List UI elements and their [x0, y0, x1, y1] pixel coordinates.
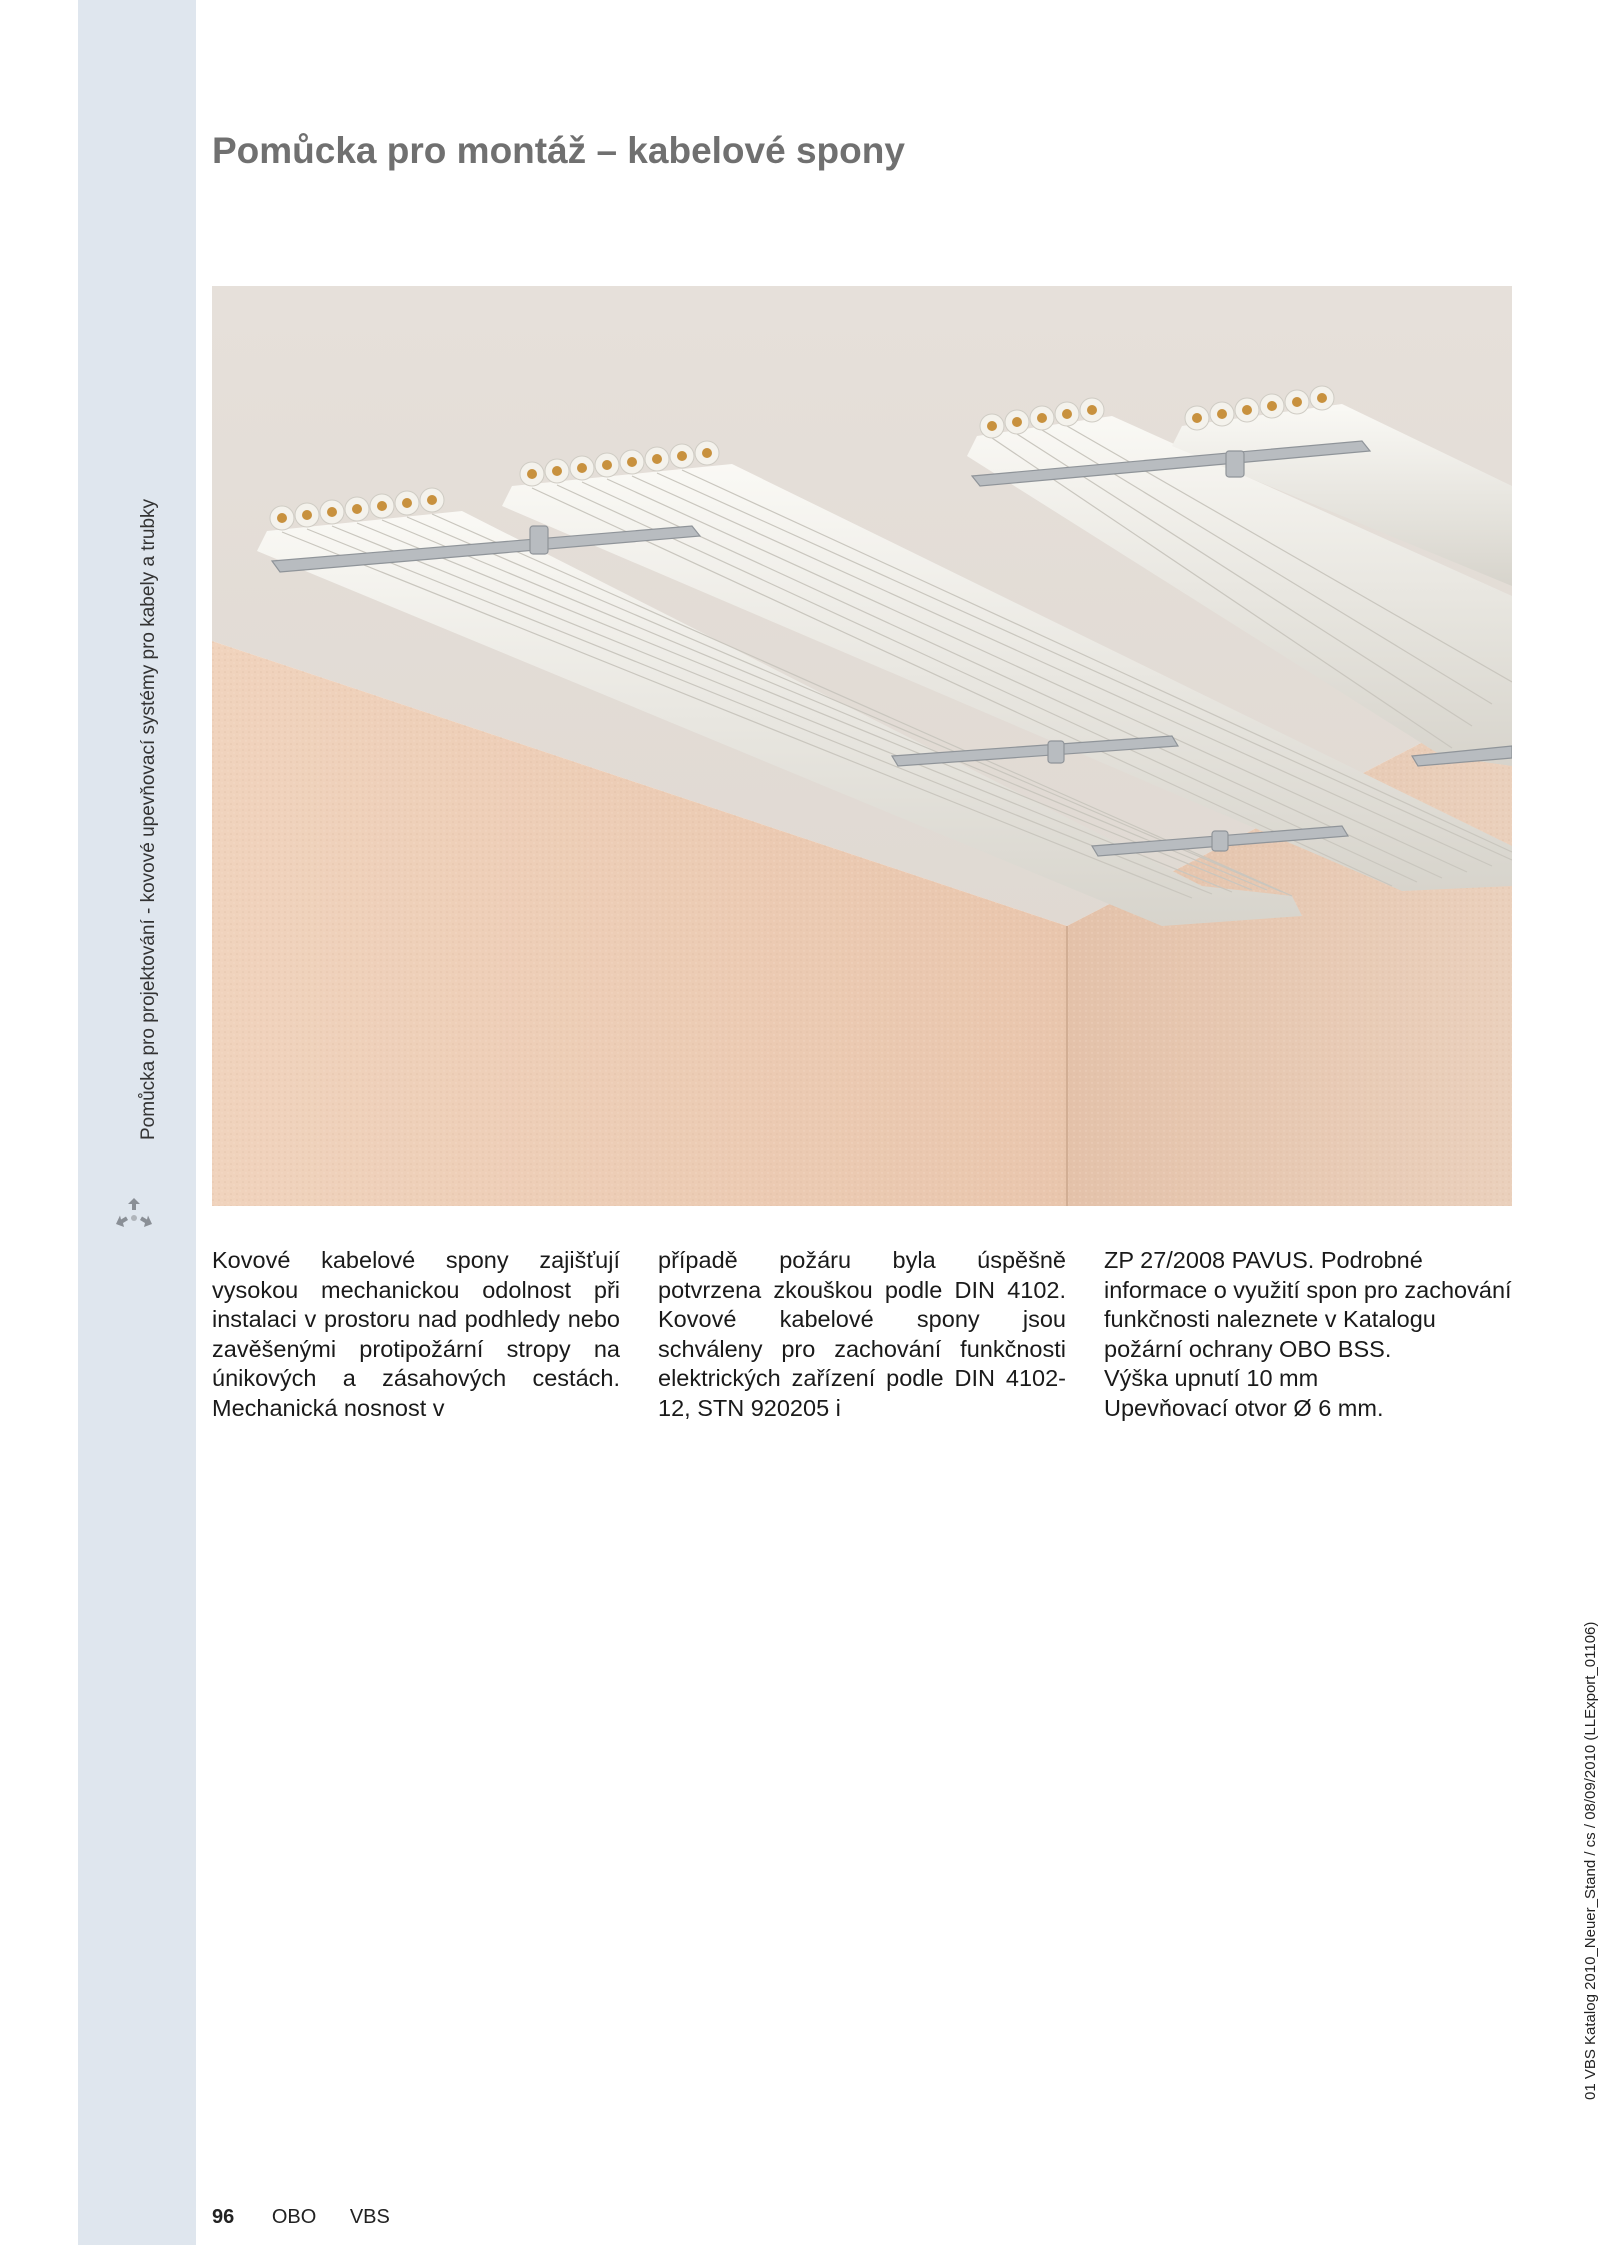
side-band: [78, 0, 196, 2245]
body-paragraph-3: ZP 27/2008 PAVUS. Podrobné informace o využití spon pro zachování funkčnosti naleznete v Katalogu požární ochrany OBO BSS.: [1104, 1247, 1512, 1362]
recycle-arrows-icon: [112, 1194, 156, 1238]
body-paragraph-2: případě požáru byla úspěšně potvrzena zkouškou podle DIN 4102. Kovové kabelové spony jsou schváleny pro zachování funkčnosti elektrických zařízení podle DIN 4102-12, STN 920205 i: [658, 1247, 1066, 1421]
sidebar-vertical-text: Pomůcka pro projektování - kovové upevňovací systémy pro kabely a trubky: [138, 498, 159, 1140]
document-id: 01 VBS Katalog 2010_Neuer_Stand / cs / 08/09/2010 (LLExport_01106): [1582, 1621, 1599, 2100]
product-name: VBS: [349, 2206, 390, 2228]
body-paragraph-1: Kovové kabelové spony zajišťují vysokou mechanickou odolnost při instalaci v prostoru nad podhledy nebo zavěšenými protipožární stropy na únikových a zásahových cestách. Mechanická nosnost v: [212, 1247, 620, 1421]
page-title: Pomůcka pro montáž – kabelové spony: [212, 130, 905, 171]
body-column-3: [1104, 1246, 1512, 1423]
fixing-hole-text: Upevňovací otvor Ø 6 mm.: [1104, 1394, 1384, 1421]
page-footer: [212, 2206, 390, 2229]
body-column-2: [658, 1246, 1066, 1423]
body-column-1: [212, 1246, 620, 1423]
clamping-height-text: Výška upnutí 10 mm: [1104, 1365, 1319, 1391]
brand-name: OBO: [271, 2206, 317, 2228]
ceiling-cable-clips-photo: [212, 286, 1512, 1206]
page-number: 96: [212, 2206, 235, 2228]
